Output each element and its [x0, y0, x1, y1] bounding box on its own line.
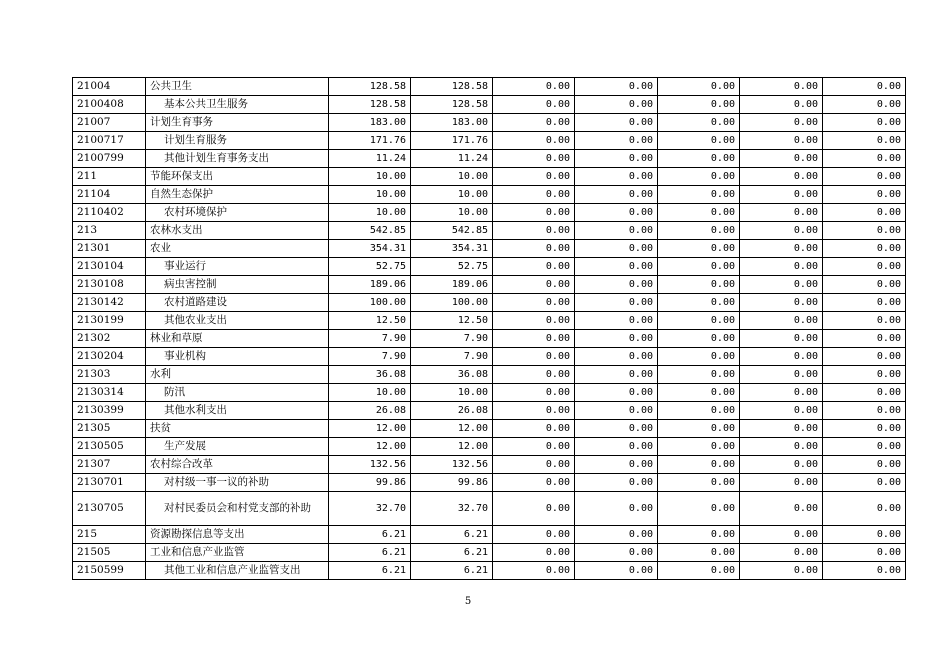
amount-cell: 7.90	[411, 330, 493, 348]
amount-cell: 0.00	[658, 438, 740, 456]
amount-cell: 0.00	[575, 456, 658, 474]
amount-cell: 0.00	[740, 492, 823, 526]
amount-cell: 183.00	[329, 114, 411, 132]
subject-code-cell: 21505	[73, 544, 146, 562]
amount-cell: 0.00	[823, 114, 906, 132]
amount-cell: 0.00	[493, 294, 575, 312]
amount-cell: 0.00	[823, 96, 906, 114]
amount-cell: 542.85	[329, 222, 411, 240]
amount-cell: 0.00	[575, 544, 658, 562]
amount-cell: 0.00	[575, 168, 658, 186]
table-row	[73, 132, 906, 150]
amount-cell: 0.00	[740, 562, 823, 580]
amount-cell: 0.00	[823, 168, 906, 186]
amount-cell: 0.00	[575, 204, 658, 222]
amount-cell: 0.00	[658, 204, 740, 222]
amount-cell: 10.00	[411, 204, 493, 222]
amount-cell: 0.00	[575, 526, 658, 544]
amount-cell: 32.70	[411, 492, 493, 526]
amount-cell: 0.00	[658, 114, 740, 132]
amount-cell: 0.00	[575, 78, 658, 96]
amount-cell: 99.86	[329, 474, 411, 492]
table-row	[73, 312, 906, 330]
amount-cell: 0.00	[740, 150, 823, 168]
subject-name-cell: 事业运行	[146, 258, 329, 276]
amount-cell: 132.56	[411, 456, 493, 474]
subject-code-cell: 2100408	[73, 96, 146, 114]
amount-cell: 0.00	[740, 78, 823, 96]
amount-cell: 0.00	[493, 526, 575, 544]
subject-code-cell: 2130142	[73, 294, 146, 312]
amount-cell: 0.00	[493, 186, 575, 204]
table-row	[73, 402, 906, 420]
amount-cell: 0.00	[823, 78, 906, 96]
amount-cell: 11.24	[329, 150, 411, 168]
amount-cell: 0.00	[740, 186, 823, 204]
amount-cell: 0.00	[823, 384, 906, 402]
amount-cell: 0.00	[823, 474, 906, 492]
amount-cell: 0.00	[575, 150, 658, 168]
table-row	[73, 526, 906, 544]
table-row	[73, 168, 906, 186]
table-row	[73, 384, 906, 402]
amount-cell: 0.00	[575, 240, 658, 258]
amount-cell: 0.00	[575, 562, 658, 580]
amount-cell: 6.21	[329, 544, 411, 562]
amount-cell: 0.00	[575, 312, 658, 330]
subject-name-cell: 农林水支出	[146, 222, 329, 240]
amount-cell: 0.00	[740, 330, 823, 348]
amount-cell: 7.90	[329, 330, 411, 348]
subject-code-cell: 21301	[73, 240, 146, 258]
amount-cell: 0.00	[823, 562, 906, 580]
amount-cell: 0.00	[493, 348, 575, 366]
table-row	[73, 186, 906, 204]
amount-cell: 10.00	[411, 186, 493, 204]
subject-code-cell: 21305	[73, 420, 146, 438]
subject-code-cell: 2130108	[73, 276, 146, 294]
subject-name-cell: 节能环保支出	[146, 168, 329, 186]
amount-cell: 0.00	[493, 456, 575, 474]
amount-cell: 0.00	[575, 96, 658, 114]
table-row	[73, 420, 906, 438]
amount-cell: 0.00	[823, 276, 906, 294]
amount-cell: 12.50	[411, 312, 493, 330]
amount-cell: 0.00	[575, 222, 658, 240]
subject-code-cell: 2130104	[73, 258, 146, 276]
amount-cell: 10.00	[329, 204, 411, 222]
amount-cell: 0.00	[658, 544, 740, 562]
amount-cell: 0.00	[658, 420, 740, 438]
amount-cell: 0.00	[823, 312, 906, 330]
amount-cell: 0.00	[575, 348, 658, 366]
subject-name-cell: 林业和草原	[146, 330, 329, 348]
table-row	[73, 222, 906, 240]
amount-cell: 0.00	[493, 438, 575, 456]
amount-cell: 100.00	[411, 294, 493, 312]
subject-code-cell: 213	[73, 222, 146, 240]
amount-cell: 12.50	[329, 312, 411, 330]
amount-cell: 26.08	[411, 402, 493, 420]
amount-cell: 0.00	[493, 420, 575, 438]
amount-cell: 0.00	[658, 330, 740, 348]
amount-cell: 0.00	[575, 366, 658, 384]
amount-cell: 354.31	[411, 240, 493, 258]
subject-name-cell: 工业和信息产业监管	[146, 544, 329, 562]
amount-cell: 0.00	[740, 294, 823, 312]
amount-cell: 6.21	[411, 544, 493, 562]
amount-cell: 0.00	[740, 204, 823, 222]
amount-cell: 52.75	[411, 258, 493, 276]
table-row	[73, 276, 906, 294]
table-row	[73, 204, 906, 222]
amount-cell: 0.00	[658, 240, 740, 258]
table-row	[73, 474, 906, 492]
amount-cell: 0.00	[823, 420, 906, 438]
subject-name-cell: 其他水利支出	[146, 402, 329, 420]
amount-cell: 0.00	[493, 204, 575, 222]
table-row	[73, 114, 906, 132]
amount-cell: 0.00	[658, 132, 740, 150]
amount-cell: 171.76	[329, 132, 411, 150]
amount-cell: 0.00	[493, 312, 575, 330]
amount-cell: 0.00	[823, 544, 906, 562]
amount-cell: 128.58	[329, 78, 411, 96]
subject-name-cell: 农村环境保护	[146, 204, 329, 222]
subject-name-cell: 其他农业支出	[146, 312, 329, 330]
amount-cell: 10.00	[411, 384, 493, 402]
amount-cell: 542.85	[411, 222, 493, 240]
amount-cell: 0.00	[658, 492, 740, 526]
amount-cell: 0.00	[658, 78, 740, 96]
amount-cell: 0.00	[575, 294, 658, 312]
amount-cell: 0.00	[740, 114, 823, 132]
amount-cell: 0.00	[493, 276, 575, 294]
amount-cell: 132.56	[329, 456, 411, 474]
subject-name-cell: 农村综合改革	[146, 456, 329, 474]
subject-name-cell: 自然生态保护	[146, 186, 329, 204]
amount-cell: 0.00	[658, 258, 740, 276]
amount-cell: 10.00	[411, 168, 493, 186]
amount-cell: 0.00	[658, 186, 740, 204]
subject-name-cell: 公共卫生	[146, 78, 329, 96]
amount-cell: 10.00	[329, 168, 411, 186]
subject-name-cell: 其他工业和信息产业监管支出	[146, 562, 329, 580]
amount-cell: 0.00	[823, 132, 906, 150]
amount-cell: 100.00	[329, 294, 411, 312]
amount-cell: 0.00	[493, 492, 575, 526]
subject-code-cell: 2130399	[73, 402, 146, 420]
amount-cell: 171.76	[411, 132, 493, 150]
subject-name-cell: 资源勘探信息等支出	[146, 526, 329, 544]
subject-code-cell: 21303	[73, 366, 146, 384]
subject-code-cell: 21307	[73, 456, 146, 474]
amount-cell: 0.00	[493, 132, 575, 150]
amount-cell: 0.00	[493, 384, 575, 402]
amount-cell: 0.00	[740, 366, 823, 384]
amount-cell: 12.00	[411, 438, 493, 456]
amount-cell: 0.00	[823, 438, 906, 456]
amount-cell: 0.00	[658, 456, 740, 474]
subject-name-cell: 对村级一事一议的补助	[146, 474, 329, 492]
table-row	[73, 240, 906, 258]
table-row	[73, 544, 906, 562]
amount-cell: 0.00	[823, 294, 906, 312]
subject-name-cell: 其他计划生育事务支出	[146, 150, 329, 168]
amount-cell: 0.00	[823, 366, 906, 384]
amount-cell: 0.00	[575, 420, 658, 438]
amount-cell: 26.08	[329, 402, 411, 420]
subject-name-cell: 病虫害控制	[146, 276, 329, 294]
amount-cell: 0.00	[658, 366, 740, 384]
amount-cell: 0.00	[740, 168, 823, 186]
amount-cell: 0.00	[658, 312, 740, 330]
amount-cell: 189.06	[411, 276, 493, 294]
subject-name-cell: 对村民委员会和村党支部的补助	[146, 492, 329, 526]
amount-cell: 0.00	[575, 330, 658, 348]
subject-code-cell: 2130314	[73, 384, 146, 402]
amount-cell: 0.00	[740, 420, 823, 438]
subject-code-cell: 2130199	[73, 312, 146, 330]
amount-cell: 0.00	[575, 114, 658, 132]
amount-cell: 0.00	[493, 402, 575, 420]
amount-cell: 0.00	[493, 258, 575, 276]
amount-cell: 0.00	[575, 132, 658, 150]
amount-cell: 128.58	[329, 96, 411, 114]
amount-cell: 0.00	[823, 330, 906, 348]
subject-name-cell: 扶贫	[146, 420, 329, 438]
table-row	[73, 78, 906, 96]
amount-cell: 10.00	[329, 384, 411, 402]
amount-cell: 7.90	[411, 348, 493, 366]
amount-cell: 0.00	[740, 474, 823, 492]
amount-cell: 183.00	[411, 114, 493, 132]
amount-cell: 0.00	[740, 402, 823, 420]
subject-code-cell: 2100799	[73, 150, 146, 168]
table-row	[73, 294, 906, 312]
amount-cell: 0.00	[658, 150, 740, 168]
amount-cell: 0.00	[493, 168, 575, 186]
amount-cell: 0.00	[740, 456, 823, 474]
table-row	[73, 366, 906, 384]
subject-code-cell: 211	[73, 168, 146, 186]
subject-name-cell: 生产发展	[146, 438, 329, 456]
amount-cell: 0.00	[658, 222, 740, 240]
amount-cell: 36.08	[411, 366, 493, 384]
amount-cell: 0.00	[740, 384, 823, 402]
amount-cell: 0.00	[740, 258, 823, 276]
amount-cell: 0.00	[575, 474, 658, 492]
amount-cell: 0.00	[658, 276, 740, 294]
amount-cell: 0.00	[658, 402, 740, 420]
subject-name-cell: 计划生育服务	[146, 132, 329, 150]
amount-cell: 0.00	[740, 222, 823, 240]
amount-cell: 189.06	[329, 276, 411, 294]
table-row	[73, 438, 906, 456]
subject-code-cell: 2110402	[73, 204, 146, 222]
amount-cell: 354.31	[329, 240, 411, 258]
amount-cell: 0.00	[575, 186, 658, 204]
amount-cell: 0.00	[493, 78, 575, 96]
amount-cell: 11.24	[411, 150, 493, 168]
amount-cell: 0.00	[658, 384, 740, 402]
amount-cell: 6.21	[329, 562, 411, 580]
table-row	[73, 456, 906, 474]
amount-cell: 0.00	[658, 526, 740, 544]
amount-cell: 0.00	[658, 96, 740, 114]
amount-cell: 0.00	[493, 150, 575, 168]
amount-cell: 0.00	[823, 456, 906, 474]
amount-cell: 52.75	[329, 258, 411, 276]
subject-name-cell: 计划生育事务	[146, 114, 329, 132]
amount-cell: 0.00	[823, 492, 906, 526]
subject-name-cell: 基本公共卫生服务	[146, 96, 329, 114]
amount-cell: 0.00	[575, 384, 658, 402]
table-row	[73, 348, 906, 366]
amount-cell: 0.00	[740, 96, 823, 114]
subject-code-cell: 21004	[73, 78, 146, 96]
amount-cell: 0.00	[575, 258, 658, 276]
amount-cell: 7.90	[329, 348, 411, 366]
amount-cell: 0.00	[493, 562, 575, 580]
subject-code-cell: 2130204	[73, 348, 146, 366]
amount-cell: 0.00	[823, 186, 906, 204]
amount-cell: 128.58	[411, 96, 493, 114]
amount-cell: 0.00	[575, 276, 658, 294]
amount-cell: 0.00	[740, 438, 823, 456]
subject-code-cell: 21104	[73, 186, 146, 204]
amount-cell: 0.00	[823, 348, 906, 366]
amount-cell: 0.00	[658, 294, 740, 312]
amount-cell: 0.00	[823, 526, 906, 544]
subject-code-cell: 2100717	[73, 132, 146, 150]
subject-code-cell: 21302	[73, 330, 146, 348]
amount-cell: 0.00	[823, 222, 906, 240]
subject-name-cell: 农业	[146, 240, 329, 258]
amount-cell: 0.00	[740, 544, 823, 562]
subject-name-cell: 农村道路建设	[146, 294, 329, 312]
amount-cell: 0.00	[740, 240, 823, 258]
amount-cell: 0.00	[575, 492, 658, 526]
amount-cell: 12.00	[411, 420, 493, 438]
subject-code-cell: 2130701	[73, 474, 146, 492]
amount-cell: 0.00	[740, 132, 823, 150]
amount-cell: 0.00	[658, 562, 740, 580]
subject-code-cell: 215	[73, 526, 146, 544]
amount-cell: 0.00	[493, 96, 575, 114]
amount-cell: 0.00	[575, 402, 658, 420]
amount-cell: 0.00	[740, 348, 823, 366]
amount-cell: 36.08	[329, 366, 411, 384]
table-row	[73, 258, 906, 276]
amount-cell: 0.00	[740, 526, 823, 544]
amount-cell: 6.21	[411, 562, 493, 580]
subject-code-cell: 2150599	[73, 562, 146, 580]
amount-cell: 12.00	[329, 438, 411, 456]
amount-cell: 6.21	[329, 526, 411, 544]
table-row	[73, 96, 906, 114]
amount-cell: 99.86	[411, 474, 493, 492]
amount-cell: 0.00	[823, 402, 906, 420]
amount-cell: 0.00	[740, 312, 823, 330]
amount-cell: 0.00	[493, 222, 575, 240]
amount-cell: 0.00	[740, 276, 823, 294]
amount-cell: 0.00	[658, 168, 740, 186]
amount-cell: 32.70	[329, 492, 411, 526]
table-row	[73, 150, 906, 168]
amount-cell: 6.21	[411, 526, 493, 544]
amount-cell: 128.58	[411, 78, 493, 96]
amount-cell: 0.00	[493, 474, 575, 492]
amount-cell: 0.00	[823, 240, 906, 258]
amount-cell: 0.00	[493, 544, 575, 562]
table-row	[73, 330, 906, 348]
subject-name-cell: 水利	[146, 366, 329, 384]
amount-cell: 0.00	[823, 150, 906, 168]
amount-cell: 0.00	[658, 348, 740, 366]
amount-cell: 0.00	[493, 330, 575, 348]
amount-cell: 0.00	[575, 438, 658, 456]
table-body	[73, 78, 906, 580]
amount-cell: 10.00	[329, 186, 411, 204]
amount-cell: 0.00	[658, 474, 740, 492]
subject-name-cell: 事业机构	[146, 348, 329, 366]
budget-table	[72, 77, 906, 580]
amount-cell: 0.00	[493, 114, 575, 132]
subject-code-cell: 2130505	[73, 438, 146, 456]
subject-name-cell: 防汛	[146, 384, 329, 402]
amount-cell: 12.00	[329, 420, 411, 438]
amount-cell: 0.00	[823, 258, 906, 276]
amount-cell: 0.00	[493, 366, 575, 384]
table-row	[73, 492, 906, 526]
amount-cell: 0.00	[823, 204, 906, 222]
subject-code-cell: 21007	[73, 114, 146, 132]
table-row	[73, 562, 906, 580]
page-number: 5	[464, 596, 472, 607]
amount-cell: 0.00	[493, 240, 575, 258]
subject-code-cell: 2130705	[73, 492, 146, 526]
